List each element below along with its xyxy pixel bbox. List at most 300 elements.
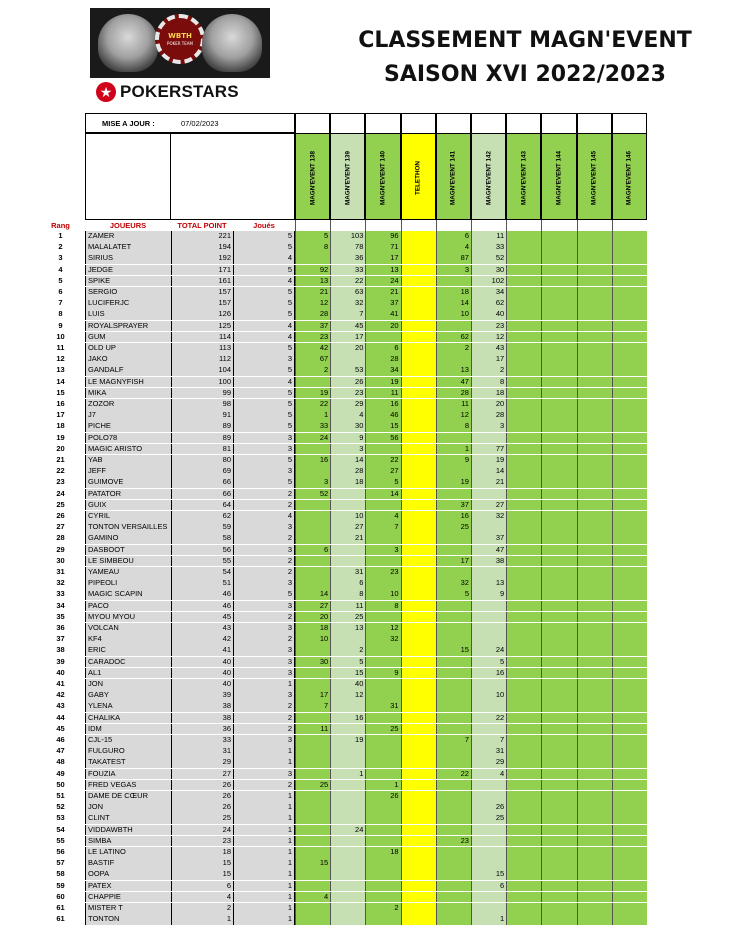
event-points-cell: 37 [295,321,330,332]
event-points-cell: 37 [471,533,506,544]
event-points-cell [577,466,612,477]
player-name-cell: TONTON VERSAILLES [85,522,171,533]
event-points-cell [401,679,436,690]
player-name-cell: JON [85,802,171,813]
event-points-cell [612,321,647,332]
event-header-spacer [331,114,364,134]
event-points-cell: 19 [330,735,365,746]
event-points-cell [612,735,647,746]
event-points-cell [506,410,541,421]
event-points-cell [577,690,612,701]
total-points-cell: 125 [171,321,233,332]
event-points-cell: 28 [471,410,506,421]
event-points-cell [577,343,612,354]
total-points-cell: 58 [171,533,233,544]
event-points-cell: 12 [295,298,330,309]
event-points-cell [365,746,400,757]
event-points-cell: 19 [295,388,330,399]
logo-subtext: POKER TEAM [167,41,193,46]
games-played-cell: 5 [233,298,295,309]
event-points-cell [541,847,576,858]
rank-cell: 27 [56,522,65,532]
event-points-cell: 25 [436,522,471,533]
event-points-cell [577,869,612,880]
event-points-cell: 4 [471,769,506,780]
event-points-cell: 32 [330,298,365,309]
event-points-cell: 71 [365,242,400,253]
event-points-cell [541,668,576,679]
total-points-cell: 4 [171,892,233,903]
event-points-cell [295,556,330,567]
event-points-cell [541,511,576,522]
event-points-cell [365,578,400,589]
event-header-spacer [613,114,646,134]
event-points-cell: 30 [330,421,365,432]
event-points-cell [506,623,541,634]
event-points-cell [365,858,400,869]
event-points-cell [401,881,436,892]
player-name-cell: SERGIO [85,287,171,298]
games-played-cell: 1 [233,903,295,914]
event-points-cell [401,657,436,668]
event-points-cell: 11 [365,388,400,399]
event-label: MAGN'EVENT 144 [555,151,563,205]
event-points-cell [541,780,576,791]
event-points-cell [365,556,400,567]
event-points-cell [506,914,541,925]
event-points-cell: 22 [471,713,506,724]
event-points-cell [577,410,612,421]
event-points-cell [330,802,365,813]
event-points-cell [506,869,541,880]
event-points-cell: 3 [330,444,365,455]
event-points-cell [612,421,647,432]
page-subtitle: SAISON XVI 2022/2023 [383,62,666,87]
event-points-cell [295,914,330,925]
event-points-cell [577,477,612,488]
rank-cell: 51 [56,791,65,800]
event-points-cell [506,489,541,500]
event-points-cell: 21 [471,477,506,488]
event-points-cell: 27 [365,466,400,477]
event-points-cell: 33 [471,242,506,253]
event-points-cell [436,746,471,757]
event-points-cell: 42 [295,343,330,354]
event-points-cell [330,914,365,925]
rank-cell: 24 [56,488,65,498]
player-name-cell: SPIKE [85,276,171,287]
event-header [330,113,365,220]
event-points-cell: 1 [295,410,330,421]
event-points-cell [436,701,471,712]
event-points-cell [330,545,365,556]
event-points-cell [506,881,541,892]
total-points-cell: 80 [171,455,233,466]
event-points-cell [541,533,576,544]
rank-cell: 18 [56,421,65,431]
event-subheader [330,220,365,231]
games-played-cell: 5 [233,410,295,421]
player-name-cell: MAGIC ARISTO [85,444,171,455]
event-points-cell: 23 [330,388,365,399]
event-points-cell [577,242,612,253]
event-points-cell [436,623,471,634]
event-points-cell: 1 [436,444,471,455]
event-points-cell [365,735,400,746]
rank-cell: 32 [56,578,65,588]
event-points-cell [577,612,612,623]
rank-cell: 59 [56,880,65,890]
event-points-cell [577,231,612,242]
games-played-cell: 3 [233,433,295,444]
event-points-cell [401,433,436,444]
player-name-cell: PATATOR [85,489,171,500]
event-header [436,113,471,220]
event-points-cell [541,746,576,757]
event-points-cell [577,601,612,612]
player-name-cell: SIMBA [85,836,171,847]
event-points-cell [541,701,576,712]
event-points-cell [612,634,647,645]
event-subheader [295,220,330,231]
total-points-cell: 51 [171,578,233,589]
event-points-cell [541,421,576,432]
player-name-cell: GABY [85,690,171,701]
event-points-cell [612,892,647,903]
event-points-cell [401,399,436,410]
total-points-cell: 15 [171,858,233,869]
total-points-cell: 157 [171,298,233,309]
event-points-cell [330,881,365,892]
event-points-cell [295,836,330,847]
games-played-cell: 1 [233,914,295,925]
event-points-cell [330,858,365,869]
rank-cell: 10 [56,331,65,341]
total-points-cell: 40 [171,657,233,668]
event-points-cell [541,645,576,656]
rank-cell: 56 [56,847,65,856]
event-points-cell [541,309,576,320]
rank-cell: 61 [56,914,65,924]
player-name-cell: BASTIF [85,858,171,869]
event-points-cell [401,231,436,242]
event-points-cell [577,433,612,444]
event-points-cell [295,903,330,914]
event-points-cell [577,556,612,567]
event-points-cell [401,589,436,600]
event-points-cell [541,634,576,645]
event-points-cell [295,825,330,836]
total-points-cell: 27 [171,769,233,780]
event-points-cell [401,836,436,847]
player-name-cell: CLINT [85,813,171,824]
rank-cell: 49 [56,768,65,778]
event-points-cell [612,813,647,824]
event-points-cell [541,343,576,354]
event-points-cell [612,623,647,634]
event-points-cell [471,489,506,500]
event-points-cell: 2 [471,365,506,376]
event-points-cell [471,612,506,623]
event-points-cell [612,522,647,533]
logo-text: WBTH [168,32,192,40]
event-points-cell [401,242,436,253]
event-points-cell [330,489,365,500]
player-name-cell: AL1 [85,668,171,679]
event-points-cell [506,892,541,903]
event-points-cell [436,813,471,824]
event-points-cell [365,813,400,824]
event-points-cell [577,365,612,376]
event-points-cell [330,791,365,802]
event-points-cell: 19 [471,455,506,466]
event-points-cell [612,825,647,836]
games-played-cell: 3 [233,522,295,533]
event-points-cell [612,724,647,735]
event-points-cell [577,332,612,343]
event-points-cell [577,836,612,847]
event-points-cell [330,556,365,567]
event-points-cell [330,701,365,712]
event-points-cell [612,869,647,880]
event-points-cell: 26 [365,791,400,802]
event-points-cell [471,567,506,578]
total-points-cell: 98 [171,399,233,410]
event-points-cell [436,690,471,701]
event-points-cell [401,365,436,376]
event-points-cell: 29 [330,399,365,410]
games-played-cell: 3 [233,690,295,701]
event-points-cell [541,713,576,724]
player-name-cell: PIPEOLI [85,578,171,589]
event-points-cell [506,836,541,847]
event-points-cell [541,489,576,500]
event-points-cell [401,343,436,354]
event-points-cell [436,634,471,645]
event-points-cell [365,533,400,544]
event-points-cell [541,410,576,421]
event-points-cell [577,388,612,399]
rank-cell: 15 [56,387,65,397]
event-points-cell [295,713,330,724]
event-points-cell [506,724,541,735]
event-points-cell [506,679,541,690]
event-points-cell [401,332,436,343]
event-points-cell [612,914,647,925]
event-points-cell [401,757,436,768]
total-points-cell: 81 [171,444,233,455]
games-played-cell: 1 [233,858,295,869]
games-played-cell: 1 [233,757,295,768]
event-points-cell [612,802,647,813]
total-points-cell: 2 [171,903,233,914]
event-points-cell [612,332,647,343]
games-played-cell: 2 [233,634,295,645]
event-header [295,113,330,220]
games-played-cell: 3 [233,578,295,589]
event-points-cell [471,522,506,533]
event-points-cell [506,578,541,589]
event-points-cell [577,881,612,892]
event-points-cell [577,892,612,903]
games-played-cell: 1 [233,892,295,903]
games-played-cell: 4 [233,276,295,287]
player-name-cell: MYOU MYOU [85,612,171,623]
event-points-cell: 24 [295,433,330,444]
event-points-cell [401,477,436,488]
games-played-cell: 3 [233,623,295,634]
event-points-cell: 4 [436,242,471,253]
event-points-cell: 23 [295,332,330,343]
event-points-cell [471,634,506,645]
rank-cell: 12 [56,354,65,364]
event-points-cell [471,623,506,634]
event-points-cell: 46 [365,410,400,421]
event-points-cell [612,399,647,410]
event-points-cell [541,892,576,903]
event-points-cell [506,533,541,544]
event-points-cell: 9 [436,455,471,466]
event-points-cell: 7 [295,701,330,712]
event-points-cell: 13 [365,265,400,276]
event-points-cell [365,444,400,455]
total-points-cell: 46 [171,601,233,612]
total-points-cell: 100 [171,377,233,388]
player-name-cell: MISTER T [85,903,171,914]
event-points-cell [365,713,400,724]
event-points-cell [401,634,436,645]
event-points-cell [577,276,612,287]
event-points-cell [471,433,506,444]
player-name-cell: DAME DE CŒUR [85,791,171,802]
event-points-cell [436,858,471,869]
games-played-cell: 5 [233,455,295,466]
event-points-cell: 40 [330,679,365,690]
event-points-cell: 20 [365,321,400,332]
event-points-cell [436,433,471,444]
event-points-cell [506,253,541,264]
total-points-cell: 36 [171,724,233,735]
event-points-cell [577,377,612,388]
event-points-cell [436,802,471,813]
event-points-cell: 8 [365,601,400,612]
games-played-cell: 5 [233,477,295,488]
event-points-cell [541,253,576,264]
total-points-cell: 38 [171,701,233,712]
games-played-cell: 5 [233,421,295,432]
rank-cell: 31 [56,567,65,576]
event-subheader [612,220,647,231]
event-points-cell: 23 [471,321,506,332]
rank-cell: 28 [56,533,65,543]
event-points-cell [401,533,436,544]
event-label: MAGN'EVENT 142 [485,151,493,205]
event-points-cell [612,757,647,768]
event-points-cell [365,769,400,780]
event-points-cell [330,757,365,768]
event-points-cell [541,377,576,388]
event-label: MAGN'EVENT 139 [344,151,352,205]
games-played-cell: 3 [233,354,295,365]
event-points-cell: 15 [365,421,400,432]
event-points-cell: 3 [436,265,471,276]
player-name-cell: FULGURO [85,746,171,757]
event-points-cell [401,780,436,791]
rank-cell: 21 [56,455,65,464]
total-points-cell: 31 [171,746,233,757]
event-points-cell: 6 [436,231,471,242]
event-points-cell [401,276,436,287]
col-header-player: JOUEURS [109,221,147,230]
event-points-cell [401,354,436,365]
player-name-cell: ERIC [85,645,171,656]
event-points-cell [401,421,436,432]
event-header [541,113,576,220]
event-points-cell: 92 [295,265,330,276]
event-points-cell: 78 [330,242,365,253]
event-header [365,113,400,220]
event-points-cell: 9 [471,589,506,600]
event-points-cell: 16 [436,511,471,522]
event-points-cell: 62 [471,298,506,309]
event-label: TELETHON [414,161,422,195]
event-points-cell [295,253,330,264]
event-points-cell: 20 [295,612,330,623]
event-points-cell [401,545,436,556]
event-points-cell: 21 [330,533,365,544]
games-played-cell: 1 [233,869,295,880]
event-points-cell [365,657,400,668]
event-points-cell [436,757,471,768]
event-points-cell [436,489,471,500]
event-points-cell [401,903,436,914]
event-points-cell [577,455,612,466]
event-points-cell: 29 [471,757,506,768]
event-points-cell [541,354,576,365]
event-points-cell [471,858,506,869]
event-points-cell [612,500,647,511]
event-points-cell: 10 [436,309,471,320]
event-points-cell [612,690,647,701]
event-points-cell [295,746,330,757]
event-points-cell [506,500,541,511]
event-points-cell: 18 [436,287,471,298]
rank-cell: 54 [56,824,65,834]
event-points-cell [330,746,365,757]
event-points-cell [436,321,471,332]
event-points-cell [612,612,647,623]
event-points-cell [541,724,576,735]
player-name-cell: MIKA [85,388,171,399]
event-points-cell [612,713,647,724]
event-points-cell [612,791,647,802]
event-points-cell [612,343,647,354]
player-name-cell: LE LATINO [85,847,171,858]
event-points-cell [577,421,612,432]
event-points-cell [330,500,365,511]
event-points-cell [577,354,612,365]
player-name-cell: CHALIKA [85,713,171,724]
event-points-cell [541,690,576,701]
event-points-cell: 2 [330,645,365,656]
event-points-cell: 12 [471,332,506,343]
event-points-cell [401,769,436,780]
event-points-cell [577,668,612,679]
event-points-cell [506,309,541,320]
rank-cell: 33 [56,589,65,599]
total-points-cell: 26 [171,791,233,802]
total-points-cell: 56 [171,545,233,556]
